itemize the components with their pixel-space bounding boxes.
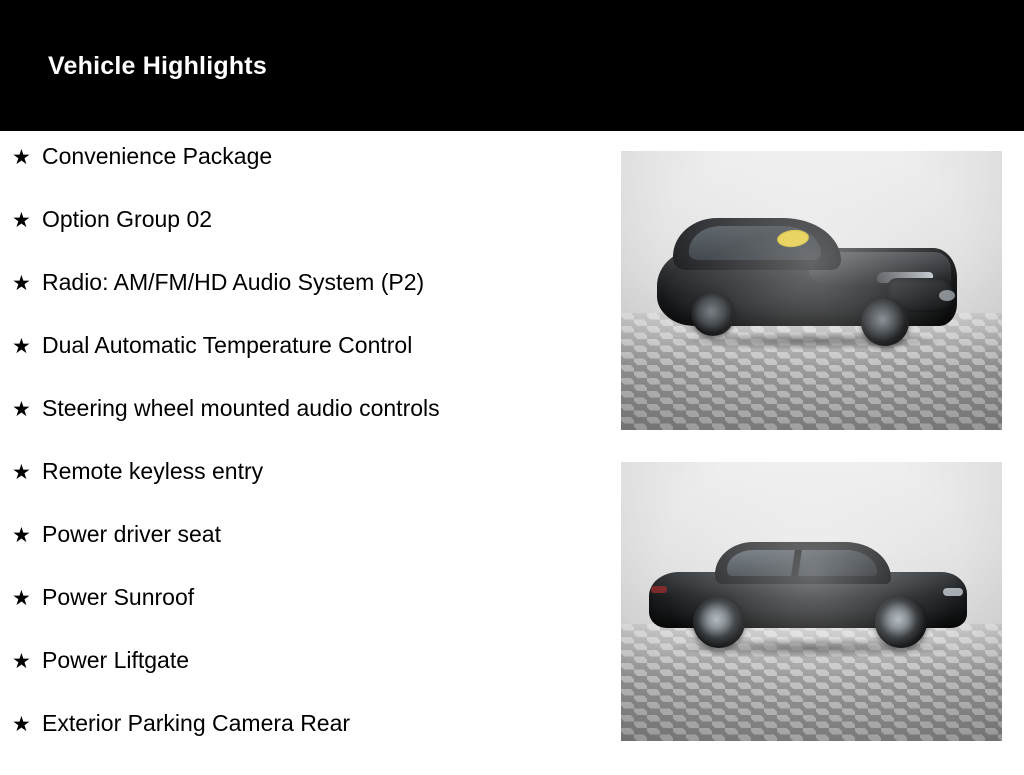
vehicle-photo-front-three-quarter[interactable] <box>621 151 1002 430</box>
list-item-label: Dual Automatic Temperature Control <box>42 332 413 358</box>
list-item-label: Exterior Parking Camera Rear <box>42 710 351 736</box>
page-header <box>0 0 1024 131</box>
star-bullet-icon: ★ <box>12 461 31 484</box>
star-bullet-icon: ★ <box>12 713 31 736</box>
star-bullet-icon: ★ <box>12 272 31 295</box>
list-item <box>0 334 600 397</box>
list-item-label: Power driver seat <box>42 521 221 547</box>
list-item-label: Convenience Package <box>42 143 273 169</box>
list-item <box>0 649 600 712</box>
star-bullet-icon: ★ <box>12 209 31 232</box>
list-item-label: Power Liftgate <box>42 647 190 673</box>
list-item <box>0 145 600 208</box>
list-item-label: Power Sunroof <box>42 584 195 610</box>
vehicle-photo-side-profile[interactable] <box>621 462 1002 741</box>
list-item <box>0 712 600 775</box>
photo-vignette <box>621 462 1002 741</box>
list-item <box>0 397 600 460</box>
list-item-label: Option Group 02 <box>42 206 213 232</box>
list-item-label: Radio: AM/FM/HD Audio System (P2) <box>42 269 425 295</box>
star-bullet-icon: ★ <box>12 650 31 673</box>
list-item-label: Steering wheel mounted audio controls <box>42 395 440 421</box>
list-item <box>0 586 600 649</box>
photo-vignette <box>621 151 1002 430</box>
vehicle-highlights-list <box>0 131 600 775</box>
star-bullet-icon: ★ <box>12 587 31 610</box>
star-bullet-icon: ★ <box>12 335 31 358</box>
star-bullet-icon: ★ <box>12 146 31 169</box>
page-title: Vehicle Highlights <box>48 52 267 80</box>
star-bullet-icon: ★ <box>12 398 31 421</box>
list-item <box>0 460 600 523</box>
list-item <box>0 523 600 586</box>
list-item <box>0 271 600 334</box>
list-item <box>0 208 600 271</box>
list-item-label: Remote keyless entry <box>42 458 264 484</box>
star-bullet-icon: ★ <box>12 524 31 547</box>
